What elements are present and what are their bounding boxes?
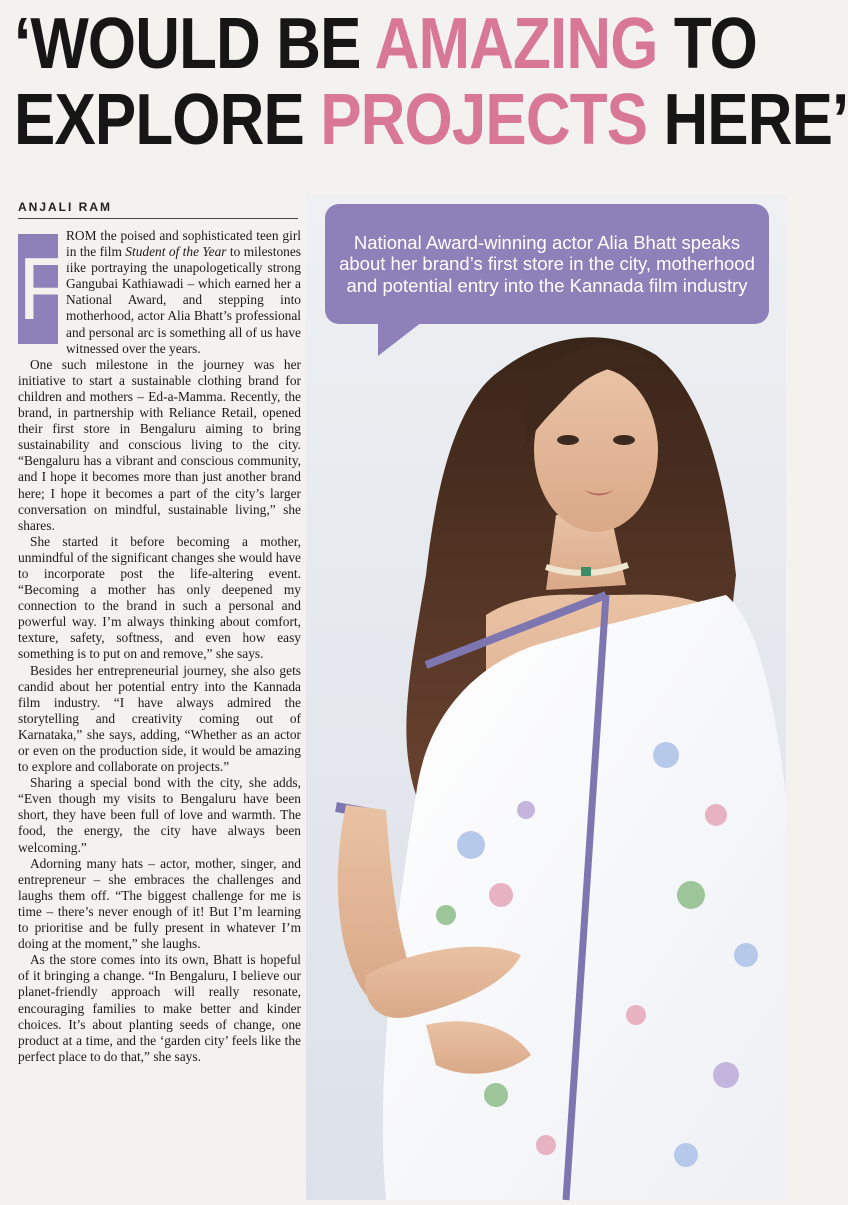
headline-highlight: PROJECTS bbox=[320, 80, 648, 160]
paragraph-4: Besides her entrepreneurial journey, she also gets candid about her potential entry into the Kannada film industry. “I have always admired the storytelling and creativity coming out of Karnataka,” she says, adding, “Whether as an actor or even on the production side, it would be amazing to explore and collaborate on projects.” bbox=[18, 662, 301, 775]
headline-text: TO bbox=[657, 4, 757, 84]
headline-line-1 bbox=[14, 4, 757, 84]
paragraph-2: One such milestone in the journey was her initiative to start a sustainable clothing brand for children and mothers – Ed-a-Mamma. Recently, the brand, in partnership with Reliance Retail, opened their first store in Bengaluru aiming to bring sustainability and conscious living to the city. “Bengaluru has a vibrant and conscious community, and I hope it becomes more than just another brand here; I hope it becomes a part of the city’s larger conversation on mindful, sustainable living,” she shares. bbox=[18, 356, 301, 533]
headline-highlight: AMAZING bbox=[374, 4, 658, 84]
headline bbox=[14, 4, 848, 160]
headline-text: EXPLORE bbox=[14, 80, 321, 160]
paragraph-text: to milestones like portraying the unapologetically strong Gangubai Kathiawadi – which earned her a National Award, and stepping into motherhood, actor Alia Bhatt’s professional and personal arc is something all of us have witnessed over the years. bbox=[66, 244, 301, 356]
headline-text: ‘WOULD BE bbox=[14, 4, 375, 84]
drop-cap-letter: F bbox=[18, 239, 72, 338]
headline-text: HERE’ bbox=[647, 80, 848, 160]
paragraph-3: She started it before becoming a mother, unmindful of the significant changes she would have to incorporate post the life-altering event. “Becoming a mother has only deepened my connection to the brand in such a personal and powerful way. I’m always thinking about comfort, texture, safety, softness, and even how easy something is to put on and remove,” she says. bbox=[18, 533, 301, 662]
headline-line-2 bbox=[14, 80, 848, 160]
film-title: Student of the Year bbox=[125, 244, 227, 260]
paragraph-6: Adorning many hats – actor, mother, singer, and entrepreneur – she embraces the challenges and laughs them off. “The biggest challenge for me is time – there’s never enough of it! But I’m learning to prioritise and be fully present in whatever I’m doing at the moment,” she laughs. bbox=[18, 855, 301, 952]
drop-cap bbox=[18, 234, 72, 344]
paragraph-5: Sharing a special bond with the city, she adds, “Even though my visits to Bengaluru have been short, they have been full of love and warmth. The food, the energy, the city have always been welcoming.” bbox=[18, 775, 301, 855]
callout-tail bbox=[378, 322, 422, 356]
callout-bubble: National Award-winning actor Alia Bhatt speaks about her brand’s first store in the city, motherhood and potential entry into the Kannada film industry bbox=[325, 204, 769, 324]
paragraph-7: As the store comes into its own, Bhatt is hopeful of it bringing a change. “In Bengaluru, I believe our planet-friendly approach will really resonate, encouraging families to make better and kinder choices. It’s about planting seeds of change, one product at a time, and the ‘garden city’ feels like the perfect place to do that,” she says. bbox=[18, 952, 301, 1064]
paragraph-text: ROM the poised and sophisticated teen girl in the film bbox=[66, 228, 301, 260]
byline: ANJALI RAM bbox=[18, 200, 298, 219]
article-body bbox=[18, 228, 301, 1065]
